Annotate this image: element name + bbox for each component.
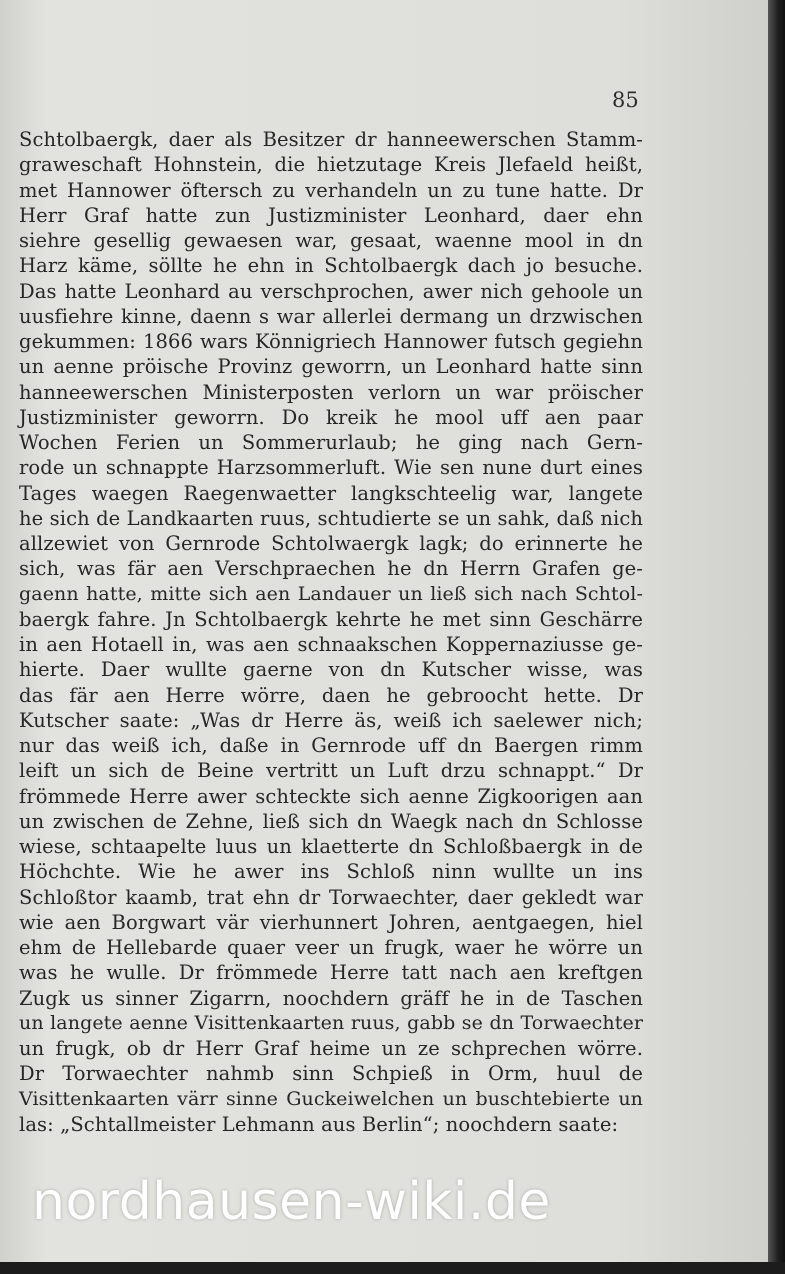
- text-line: Schtolbaergk, daer als Besitzer dr hanneewerschen Stamm-: [19, 128, 643, 151]
- text-line: Das hatte Leonhard au verschprochen, awer nich gehoole un: [19, 279, 643, 303]
- text-line: sich, was fär aen Verschpraechen he dn Herrn Grafen ge-: [19, 557, 643, 581]
- page-number: 85: [612, 88, 639, 112]
- body-text: [19, 127, 643, 1137]
- text-line: un zwischen de Zehne, ließ sich dn Waegk nach dn Schlosse: [19, 809, 643, 833]
- text-line: hierte. Daer wullte gaerne von dn Kutscher wisse, was: [19, 658, 643, 682]
- text-line: Tages waegen Raegenwaetter langkschteelig war, langete: [19, 481, 643, 505]
- text-line: wiese, schtaapelte luus un klaetterte dn Schloßbaergk in de: [19, 835, 643, 858]
- book-spine-shadow: [768, 0, 785, 1274]
- text-line: siehre gesellig gewaesen war, gesaat, waenne mool in dn: [19, 229, 643, 252]
- text-line: Herr Graf hatte zun Justizminister Leonhard, daer ehn: [19, 203, 643, 227]
- text-line: gekummen: 1866 wars Könnigriech Hannower futsch gegiehn: [19, 330, 643, 353]
- text-line: baergk fahre. Jn Schtolbaergk kehrte he met sinn Geschärre: [19, 607, 643, 631]
- text-line: Wochen Ferien un Sommerurlaub; he ging nach Gern-: [19, 431, 643, 454]
- text-line: wie aen Borgwart vär vierhunnert Johren, aentgaegen, hiel: [19, 910, 643, 934]
- text-line: graweschaft Hohnstein, die hietzutage Kreis Jlefaeld heißt,: [19, 153, 643, 177]
- text-line: las: „Schtallmeister Lehmann aus Berlin“; noochdern saate:: [19, 1112, 619, 1136]
- text-line: rode un schnappte Harzsommerluft. Wie sen nune durt eines: [19, 456, 643, 480]
- text-line: Justizminister geworrn. Do kreik he mool uff aen paar: [19, 405, 643, 429]
- text-line: was he wulle. Dr frömmede Herre tatt nach aen kreftgen: [19, 961, 643, 985]
- text-line: gaenn hatte, mitte sich aen Landauer un ließ sich nach Schtol-: [19, 582, 643, 605]
- text-line: Harz käme, söllte he ehn in Schtolbaergk dach jo besuche.: [19, 254, 643, 278]
- text-line: allzewiet von Gernrode Schtolwaergk lagk; do erinnerte he: [19, 532, 643, 555]
- text-line: ehm de Hellebarde quaer veer un frugk, waer he wörre un: [19, 936, 643, 959]
- text-line: das fär aen Herre wörre, daen he gebroocht hette. Dr: [19, 683, 643, 707]
- text-line: un langete aenne Visittenkaarten ruus, gabb se dn Torwaechter: [19, 1011, 643, 1034]
- text-line: met Hannower öftersch zu verhandeln un zu tune hatte. Dr: [19, 178, 643, 202]
- text-line: un frugk, ob dr Herr Graf heime un ze schprechen wörre.: [19, 1037, 643, 1060]
- text-line: Kutscher saate: „Was dr Herre äs, weiß ich saelewer nich;: [19, 708, 643, 732]
- text-line: Dr Torwaechter nahmb sinn Schpieß in Orm, huul de: [19, 1062, 643, 1086]
- text-line: leift un sich de Beine vertritt un Luft drzu schnappt.“ Dr: [19, 759, 643, 783]
- text-line: uusfiehre kinne, daenn s war allerlei dermang un drzwischen: [19, 304, 643, 328]
- text-line: in aen Hotaell in, was aen schnaakschen Koppernaziusse ge-: [19, 633, 643, 656]
- text-line: Zugk us sinner Zigarrn, noochdern gräff he in de Taschen: [19, 986, 643, 1010]
- text-line: nur das weiß ich, daße in Gernrode uff dn Baergen rimm: [19, 734, 643, 757]
- text-line: hanneewerschen Ministerposten verlorn un war pröischer: [19, 380, 643, 404]
- text-line: Schloßtor kaamb, trat ehn dr Torwaechter, daer gekledt war: [19, 885, 643, 909]
- text-line: Visittenkaarten värr sinne Guckeiwelchen un buschtebierte un: [19, 1087, 643, 1110]
- text-line: he sich de Landkaarten ruus, schtudierte se un sahk, daß nich: [19, 506, 643, 530]
- scan-bottom-border: [0, 1262, 785, 1274]
- text-line: Höchchte. Wie he awer ins Schloß ninn wullte un ins: [19, 860, 643, 884]
- text-line: frömmede Herre awer schteckte sich aenne Zigkoorigen aan: [19, 784, 643, 808]
- text-line: un aenne pröische Provinz geworrn, un Leonhard hatte sinn: [19, 355, 643, 379]
- watermark: nordhausen-wiki.de: [32, 1172, 551, 1232]
